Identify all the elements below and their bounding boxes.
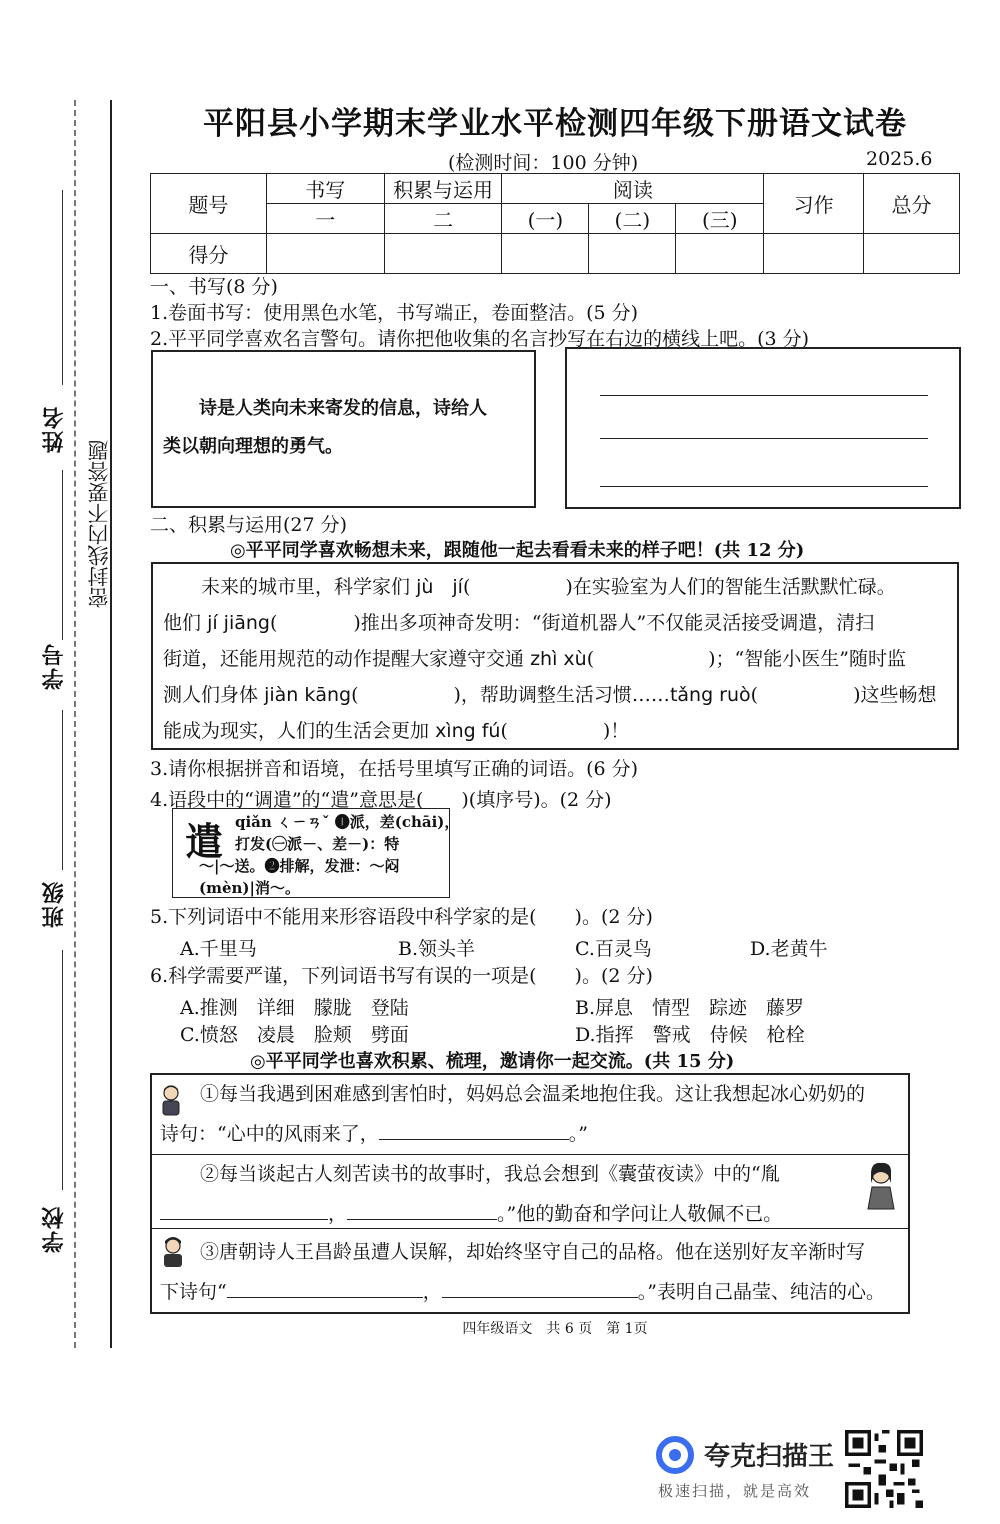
col-accum-num: 二 xyxy=(384,204,502,234)
q6-option-b[interactable]: B.屏息 情型 踪迹 藤罗 xyxy=(575,997,805,1019)
col-writing-num: 一 xyxy=(266,204,384,234)
question-4: 4.语段中的“调遣”的“遣”意思是( )(填序号)。(2 分) xyxy=(150,789,612,811)
quote-line-1: 诗是人类向未来寄发的信息，诗给人 xyxy=(199,398,487,419)
score-cell-reading-2[interactable] xyxy=(589,234,676,274)
section2-intro-1: ◎平平同学喜欢畅想未来，跟随他一起去看看未来的样子吧！(共 12 分) xyxy=(230,540,805,561)
id-underline xyxy=(62,470,63,640)
score-cell-composition[interactable] xyxy=(764,234,864,274)
col-reading-1: (一) xyxy=(502,204,589,234)
fill3-line-1: ③唐朝诗人王昌龄虽遭人误解，却始终坚守自己的品格。他在送别好友辛渐时写 xyxy=(200,1241,866,1263)
passage-l2b: 推出多项神奇发明：“街道机器人”不仅能灵活接受调遣，清扫 xyxy=(360,612,875,634)
school-underline xyxy=(62,950,63,1190)
passage-l4b: ，帮助调整生活习惯…… xyxy=(460,684,670,706)
q6-option-d[interactable]: D.指挥 警戒 侍候 枪栓 xyxy=(575,1024,805,1046)
exam-time: (检测时间：100 分钟) xyxy=(448,152,639,174)
passage-l5a: 能成为现实，人们的生活会更加 xyxy=(163,720,430,742)
page-footer: 四年级语文 共 6 页 第 1页 xyxy=(462,1321,648,1337)
boy-avatar-icon xyxy=(158,1083,184,1117)
qr-code-icon xyxy=(845,1430,923,1508)
pinyin-6: xìng fú xyxy=(435,720,501,742)
fill2-line-2b: 。”他的勤奋和学问让人敬佩不已。 xyxy=(497,1203,783,1225)
name-label: 姓名 xyxy=(41,405,67,453)
passage-l2a: 他们 xyxy=(163,612,202,634)
fill1-line-1: ①每当我遇到困难感到害怕时，妈妈总会温柔地抱住我。这让我想起冰心奶奶的 xyxy=(200,1083,866,1105)
col-reading: 阅读 xyxy=(502,174,764,204)
passage-l1a: 未来的城市里，科学家们 xyxy=(201,576,411,598)
fill3-comma: ， xyxy=(422,1281,442,1303)
blank-6[interactable]: ( ) xyxy=(500,720,611,742)
quote-line-2: 类以朝向理想的勇气。 xyxy=(163,436,343,457)
fill1-line-2a: 诗句：“心中的风雨来了， xyxy=(160,1123,379,1145)
col-reading-2: (二) xyxy=(589,204,676,234)
question-3: 3.请你根据拼音和语境，在括号里填写正确的词语。(6 分) xyxy=(150,758,639,780)
exam-title: 平阳县小学期末学业水平检测四年级下册语文试卷 xyxy=(203,106,907,142)
score-cell-writing[interactable] xyxy=(266,234,384,274)
copy-line-2[interactable] xyxy=(600,438,928,439)
dict-line-3: ～|～送。❷排解，发泄：～闷 xyxy=(199,857,400,875)
q6-option-c[interactable]: C.愤怒 凌晨 脸颊 劈面 xyxy=(180,1024,409,1046)
copy-line-1[interactable] xyxy=(600,395,928,396)
score-cell-reading-3[interactable] xyxy=(676,234,764,274)
col-total: 总分 xyxy=(864,174,960,234)
question-5: 5.下列词语中不能用来形容语段中科学家的是( )。(2 分) xyxy=(150,906,653,928)
pinyin-5: tǎng ruò xyxy=(669,684,751,706)
score-cell-accum[interactable] xyxy=(384,234,502,274)
dict-char: 遣 xyxy=(185,819,224,864)
quote-box xyxy=(151,350,536,508)
dict-line-2: 打发(㊀派－、差－)：特 xyxy=(235,835,400,853)
pinyin-2: jí jiāng xyxy=(207,612,270,634)
fill2-line-1: ②每当谈起古人刻苦读书的故事时，我总会想到《囊萤夜读》中的“胤 xyxy=(200,1163,780,1185)
divider-1 xyxy=(152,1154,908,1155)
q5-option-a[interactable]: A.千里马 xyxy=(180,938,257,960)
passage-l5b: ！ xyxy=(610,720,630,742)
fill2-blank-1[interactable] xyxy=(160,1219,328,1220)
brand-name: 夸克扫描王 xyxy=(704,1442,835,1472)
score-table xyxy=(150,173,960,274)
col-accum: 积累与运用 xyxy=(384,174,502,204)
poem-fill-box xyxy=(150,1073,910,1314)
section1-heading: 一、书写(8 分) xyxy=(150,276,278,298)
exam-date: 2025.6 xyxy=(866,148,933,170)
blank-4[interactable]: ( ) xyxy=(351,684,461,706)
passage-l4c: 这些畅想 xyxy=(860,684,937,706)
dictionary-entry-box xyxy=(172,808,460,898)
fill2-comma: ， xyxy=(328,1203,348,1225)
scanner-brand xyxy=(656,1430,846,1500)
question-2: 2.平平同学喜欢名言警句。请你把他收集的名言抄写在右边的横线上吧。(3 分) xyxy=(150,328,810,350)
name-underline xyxy=(62,190,63,385)
q6-option-a[interactable]: A.推测 详细 朦胧 登陆 xyxy=(180,997,409,1019)
scanner-logo-icon xyxy=(656,1436,694,1474)
brand-slogan: 极速扫描，就是高效 xyxy=(658,1482,812,1500)
col-writing: 书写 xyxy=(266,174,384,204)
score-header-label: 题号 xyxy=(151,174,267,234)
class-underline xyxy=(62,710,63,870)
question-1: 1.卷面书写：使用黑色水笔，书写端正，卷面整洁。(5 分) xyxy=(150,302,639,324)
section2-intro-2: ◎平平同学也喜欢积累、梳理，邀请你一起交流。(共 15 分) xyxy=(250,1051,735,1072)
q5-option-b[interactable]: B.领头羊 xyxy=(398,938,476,960)
fill1-blank[interactable] xyxy=(379,1139,569,1140)
passage-l4a: 测人们身体 xyxy=(163,684,259,706)
dict-line-4: (mèn)|消～。 xyxy=(199,879,300,897)
seal-text: 密封线内不要答题 xyxy=(87,440,111,608)
q5-option-c[interactable]: C.百灵鸟 xyxy=(575,938,652,960)
fill2-blank-2[interactable] xyxy=(347,1219,497,1220)
col-composition: 习作 xyxy=(764,174,864,234)
copy-line-3[interactable] xyxy=(600,486,928,487)
blank-3[interactable]: ( ) xyxy=(586,648,716,670)
binding-solid-line xyxy=(110,100,112,1348)
passage-l1b: 在实验室为人们的智能生活默默忙碌。 xyxy=(572,576,896,598)
score-row-label: 得分 xyxy=(151,234,267,274)
fill-passage-box xyxy=(151,562,959,750)
question-6: 6.科学需要严谨，下列词语书写有误的一项是( )。(2 分) xyxy=(150,965,653,987)
dict-line-1: qiǎn ㄑㄧㄢˇ ❶派，差(chāi)， xyxy=(235,813,460,831)
fill3-line-2b: 。”表明自己晶莹、纯洁的心。 xyxy=(637,1281,885,1303)
fill1-line-2b: 。” xyxy=(568,1123,588,1145)
score-cell-total[interactable] xyxy=(864,234,960,274)
fill3-blank-1[interactable] xyxy=(227,1297,423,1298)
id-label: 学号 xyxy=(41,642,67,690)
fill3-line-2a: 下诗句“ xyxy=(160,1281,227,1303)
pinyin-1: jù jí xyxy=(416,576,463,598)
q5-option-d[interactable]: D.老黄牛 xyxy=(750,938,828,960)
pinyin-3: zhì xù xyxy=(530,648,587,670)
dashed-binding-line xyxy=(74,100,76,1348)
class-label: 班级 xyxy=(41,880,67,928)
passage-l3b: ；“智能小医生”随时监 xyxy=(715,648,906,670)
copy-box[interactable] xyxy=(565,347,961,509)
blank-2[interactable]: ( ) xyxy=(269,612,361,634)
divider-2 xyxy=(152,1228,908,1229)
passage-l3a: 街道，还能用规范的动作提醒大家遵守交通 xyxy=(163,648,525,670)
blank-5[interactable]: ( ) xyxy=(750,684,861,706)
girl-avatar-icon xyxy=(864,1161,898,1211)
blank-1[interactable]: ( ) xyxy=(462,576,573,598)
fill3-blank-2[interactable] xyxy=(442,1297,638,1298)
man-avatar-icon xyxy=(160,1235,186,1269)
section2-heading: 二、积累与运用(27 分) xyxy=(150,514,348,536)
pinyin-4: jiàn kāng xyxy=(264,684,352,706)
score-cell-reading-1[interactable] xyxy=(502,234,589,274)
col-reading-3: (三) xyxy=(676,204,764,234)
school-label: 学校 xyxy=(41,1205,67,1253)
